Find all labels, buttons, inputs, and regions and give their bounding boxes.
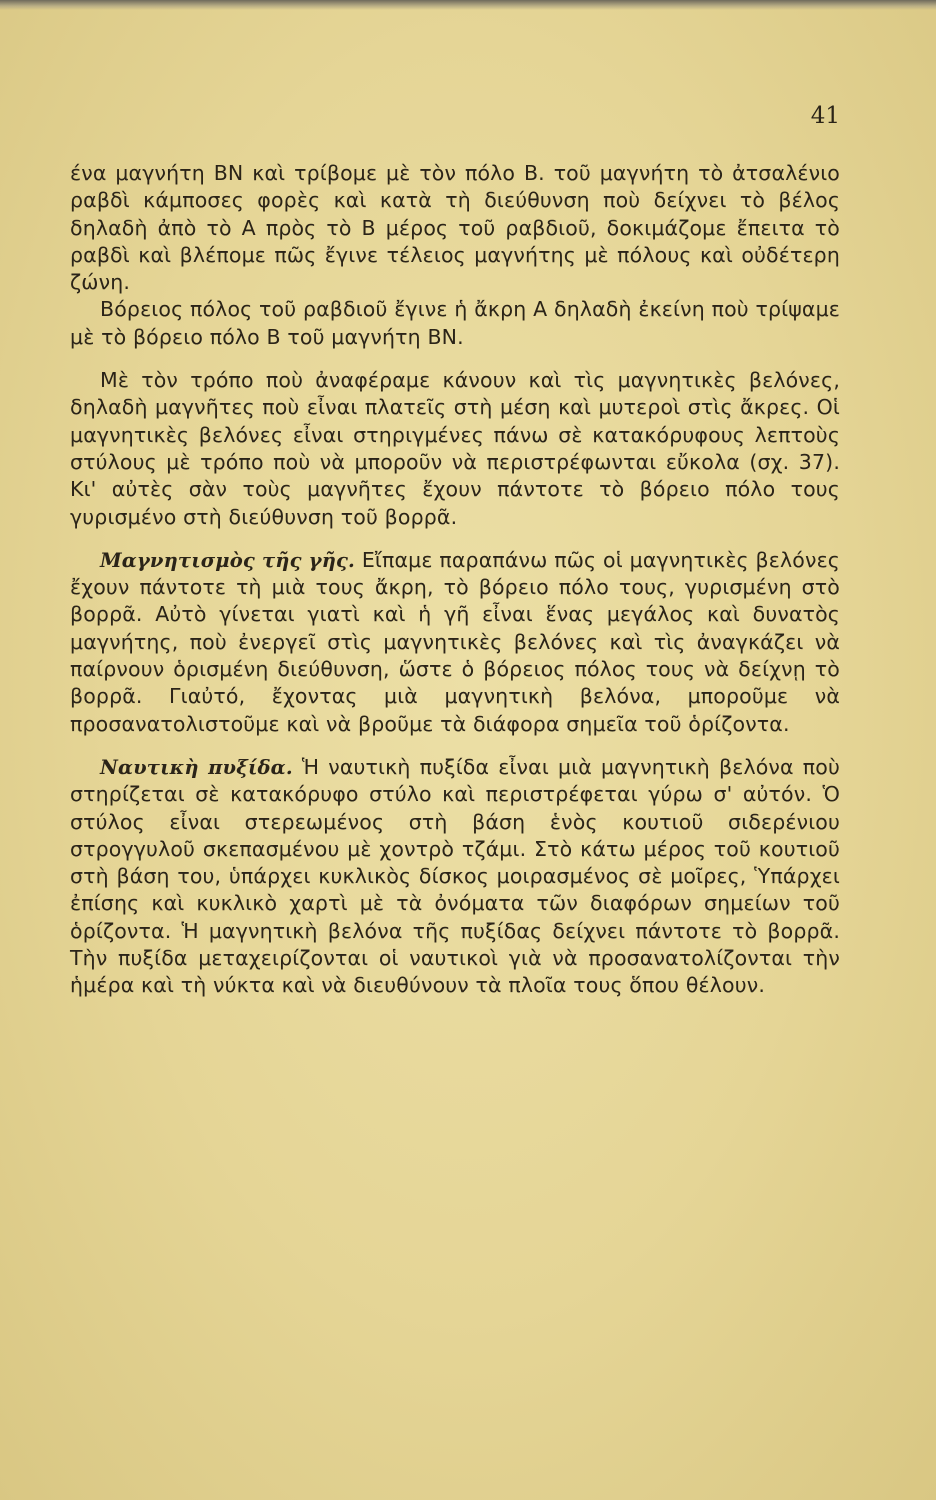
paragraph-2-text: Βόρειος πόλος τοῦ ραβδιοῦ ἔγινε ἡ ἄκρη Α δηλαδὴ ἐκείνη ποὺ τρίψαμε μὲ τὸ βόρειο πόλο Β τοῦ μαγνήτη ΒΝ. <box>70 297 840 349</box>
paragraph-2 <box>70 296 840 351</box>
text-block <box>70 160 840 1000</box>
paragraph-3-text: Μὲ τὸν τρόπο ποὺ ἀναφέραμε κάνουν καὶ τὶς μαγνητικὲς βελόνες, δηλαδὴ μαγνῆτες ποὺ εἶναι πλατεῖς στὴ μέση καὶ μυτεροὶ στὶς ἄκρες. Οἱ μαγνητικὲς βελόνες εἶναι στηριγμένες πάνω σὲ κατακόρυφους λεπτοὺς στύλους μὲ τρόπο ποὺ νὰ μποροῦν νὰ περιστρέφωνται εὔκολα (σχ. 37). Κι' αὐτὲς σὰν τοὺς μαγνῆτες ἔχουν πάντοτε τὸ βόρειο πόλο τους γυρισμένο στὴ διεύθυνση τοῦ βορρᾶ. <box>70 368 840 529</box>
page-top-edge <box>0 0 936 10</box>
paragraph-4-text: Εἴπαμε παραπάνω πῶς οἱ μαγνητικὲς βελόνες ἔχουν πάντοτε τὴ μιὰ τους ἄκρη, τὸ βόρειο πόλο τους, γυρισμένη στὸ βορρᾶ. Αὐτὸ γίνεται γιατὶ καὶ ἡ γῆ εἶναι ἕνας μεγάλος καὶ δυνατὸς μαγνήτης, ποὺ ἐνεργεῖ στὶς μαγνητικὲς βελόνες καὶ τὶς ἀναγκάζει νὰ παίρνουν ὁρισμένη διεύθυνση, ὥστε ὁ βόρειος πόλος τους νὰ δείχνῃ τὸ βορρᾶ. Γιαὐτό, ἔχοντας μιὰ μαγνητικὴ βελόνα, μποροῦμε νὰ προσανατολιστοῦμε καὶ νὰ βροῦμε τὰ διάφορα σημεῖα τοῦ ὁρίζοντα. <box>70 547 840 736</box>
section-heading-nautical-compass: Ναυτικὴ πυξίδα. <box>100 755 293 779</box>
paragraph-1 <box>70 160 840 296</box>
page-number: 41 <box>810 103 840 129</box>
paragraph-5-text: Ἡ ναυτικὴ πυξίδα εἶναι μιὰ μαγνητικὴ βελόνα ποὺ στηρίζεται σὲ κατακόρυφο στύλο καὶ περιστρέφεται γύρω σ' αὐτόν. Ὁ στύλος εἶναι στερεωμένος στὴ βάση ἑνὸς κουτιοῦ σιδερένιου στρογγυλοῦ σκεπασμένου μὲ χοντρὸ τζάμι. Στὸ κάτω μέρος τοῦ κουτιοῦ στὴ βάση του, ὑπάρχει κυκλικὸς δίσκος μοιρασμένος σὲ μοῖρες, Ὑπάρχει ἐπίσης καὶ κυκλικὸ χαρτὶ μὲ τὰ ὀνόματα τῶν διαφόρων σημείων τοῦ ὁρίζοντα. Ἡ μαγνητικὴ βελόνα τῆς πυξίδας δείχνει πάντοτε τὸ βορρᾶ. Τὴν πυξίδα μεταχειρίζονται οἱ ναυτικοὶ γιὰ νὰ προσανατολίζονται τὴν ἡμέρα καὶ τὴ νύκτα καὶ νὰ διευθύνουν τὰ πλοῖα τους ὅπου θέλουν. <box>70 754 840 998</box>
paragraph-3 <box>70 367 840 531</box>
section-heading-earth-magnetism: Μαγνητισμὸς τῆς γῆς. <box>100 548 355 572</box>
paragraph-4 <box>70 547 840 738</box>
paragraph-1-text: ένα μαγνήτη ΒΝ καὶ τρίβομε μὲ τὸν πόλο Β. τοῦ μαγνήτη τὸ ἀτσαλένιο ραβδὶ κάμποσες φορὲς καὶ κατὰ τὴ διεύθυνση ποὺ δείχνει τὸ βέλος δηλαδὴ ἀπὸ τὸ Α πρὸς τὸ Β μέρος τοῦ ραβδιοῦ, δοκιμάζομε ἔπειτα τὸ ραβδὶ καὶ βλέπομε πῶς ἔγινε τέλειος μαγνήτης μὲ πόλους καὶ οὐδέτερη ζώνη. <box>70 161 840 295</box>
paragraph-5 <box>70 754 840 1000</box>
